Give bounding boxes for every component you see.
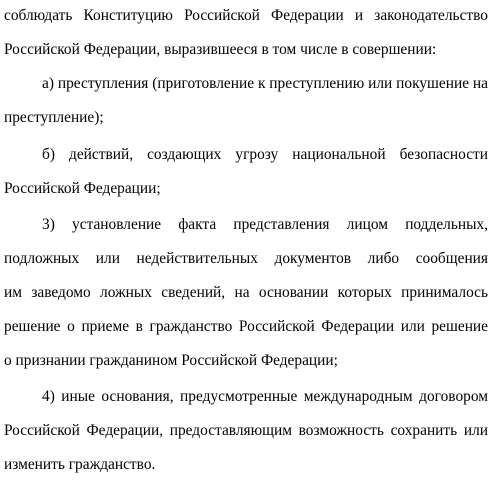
text-line-11: о признании гражданином Российской Федерации; xyxy=(4,352,338,369)
text-line-1: соблюдать Конституцию Российской Федерации и законодательство xyxy=(4,7,488,24)
text-line-12-item-4: 4) иные основания, предусмотренные международным договором xyxy=(42,388,488,405)
text-line-5-item-b: б) действий, создающих угрозу национальной безопасности xyxy=(42,146,488,163)
text-line-3-item-a: а) преступления (приготовление к преступлению или покушение на xyxy=(42,75,488,92)
text-line-14: изменить гражданство. xyxy=(4,456,156,473)
text-line-9: им заведомо ложных сведений, на основании которых принималось xyxy=(4,284,488,301)
text-line-7-item-3: 3) установление факта представления лицом поддельных, xyxy=(42,216,488,233)
text-line-4: преступление); xyxy=(4,109,104,126)
text-line-13: Российской Федерации, предоставляющим возможность сохранить или xyxy=(4,422,488,439)
text-line-8: подложных или недействительных документов либо сообщения xyxy=(4,250,488,267)
text-line-6: Российской Федерации; xyxy=(4,180,161,197)
text-line-10: решение о приеме в гражданство Российской Федерации или решение xyxy=(4,318,488,335)
text-line-2: Российской Федерации, выразившееся в том числе в совершении: xyxy=(4,41,437,58)
